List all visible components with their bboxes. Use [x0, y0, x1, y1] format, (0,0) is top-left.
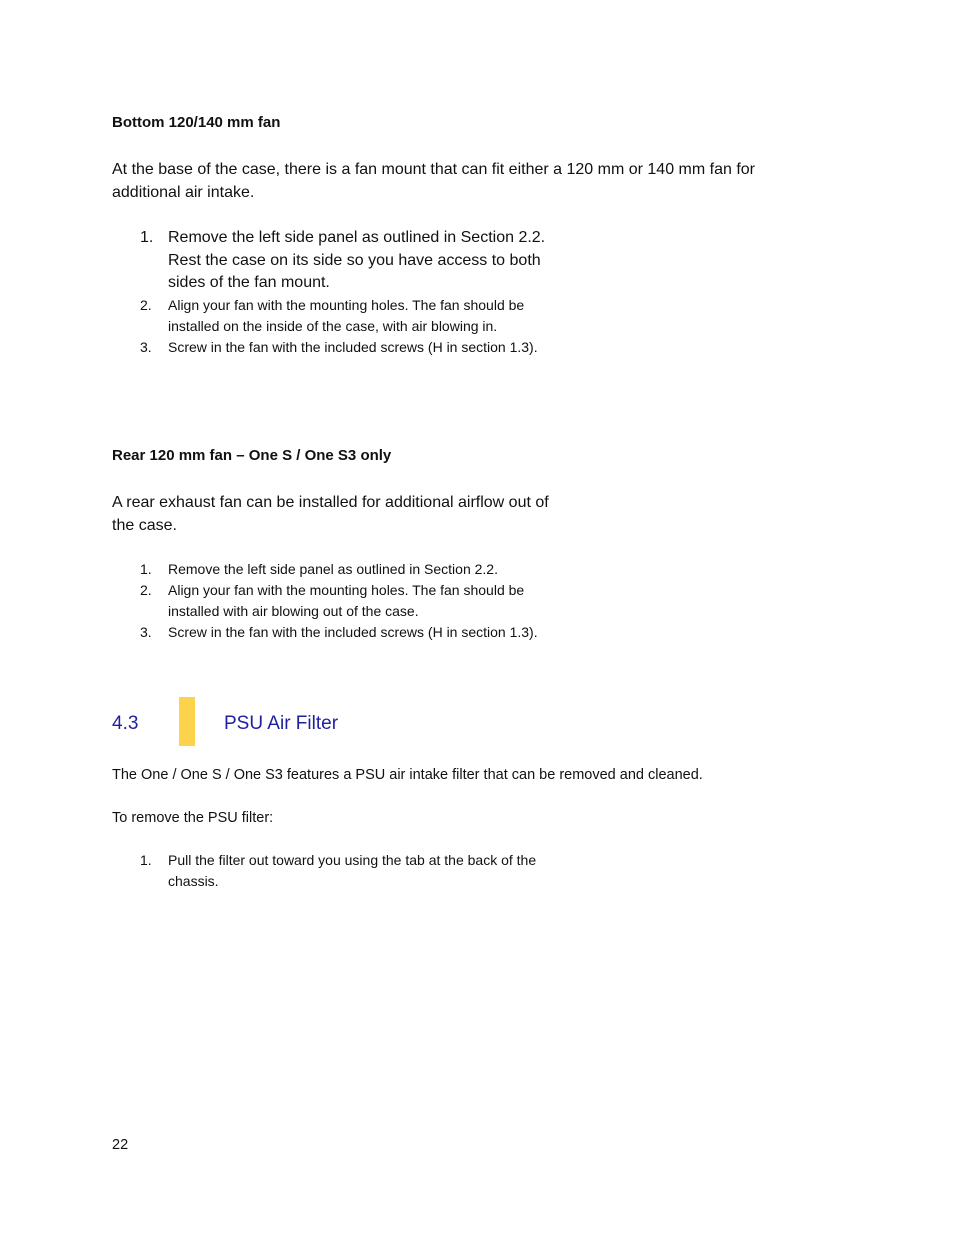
list-text: Align your fan with the mounting holes. The fan should be installed on the inside of the case, with air blowing in. — [168, 296, 525, 334]
list-item — [112, 337, 562, 358]
psu-filter-steps — [112, 850, 562, 892]
list-number: 1. — [140, 229, 154, 246]
list-number: 3. — [140, 338, 152, 355]
list-text: Remove the left side panel as outlined in Section 2.2. — [168, 561, 498, 577]
section-title: PSU Air Filter — [224, 713, 339, 734]
bottom-fan-heading: Bottom 120/140 mm fan — [112, 114, 281, 131]
list-text: Screw in the fan with the included screws (H in section 1.3). — [168, 338, 538, 355]
psu-filter-intro: The One / One S / One S3 features a PSU air intake filter that can be removed and cleaned. — [112, 767, 703, 783]
rear-fan-intro: A rear exhaust fan can be installed for additional airflow out of the case. — [112, 494, 549, 534]
list-text: Pull the filter out toward you using the tab at the back of the chassis. — [168, 852, 537, 889]
rear-fan-steps — [112, 559, 562, 643]
list-item — [112, 295, 562, 337]
heading-accent-bar — [179, 697, 195, 746]
rear-fan-heading: Rear 120 mm fan – One S / One S3 only — [112, 447, 392, 464]
list-number: 3. — [140, 624, 152, 640]
list-text: Remove the left side panel as outlined in Section 2.2. Rest the case on its side so you have access to both sides of the fan mount. — [168, 229, 546, 291]
list-number: 2. — [140, 296, 152, 313]
list-number: 2. — [140, 582, 152, 598]
page-number: 22 — [112, 1137, 129, 1153]
list-item — [112, 227, 562, 295]
list-item — [112, 622, 562, 643]
bottom-fan-intro: At the base of the case, there is a fan mount that can fit either a 120 mm or 140 mm fan for additional air intake. — [112, 161, 756, 201]
bottom-fan-steps — [112, 227, 562, 358]
list-item — [112, 850, 562, 892]
psu-filter-lead: To remove the PSU filter: — [112, 810, 274, 826]
list-number: 1. — [140, 561, 152, 577]
list-text: Align your fan with the mounting holes. The fan should be installed with air blowing out of the case. — [168, 582, 525, 619]
list-item — [112, 580, 562, 622]
list-text: Screw in the fan with the included screws (H in section 1.3). — [168, 624, 538, 640]
list-item — [112, 559, 562, 580]
section-number: 4.3 — [112, 713, 139, 734]
list-number: 1. — [140, 852, 152, 868]
